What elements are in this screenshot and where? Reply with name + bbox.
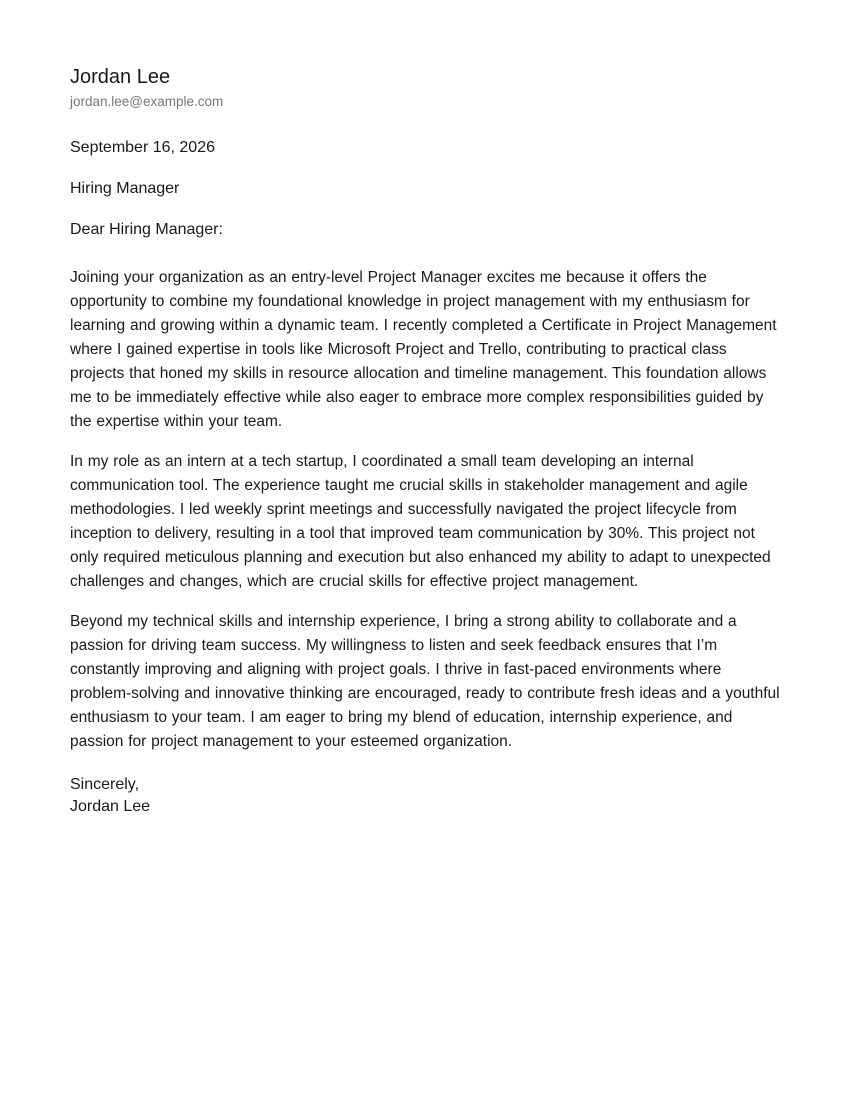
body-paragraph-3: Beyond my technical skills and internship experience, I bring a strong ability to collaborate and a passion for driving team success. My willingness to listen and seek feedback ensures that I’m constantly improving and aligning with project goals. I thrive in fast-paced environments where problem-solving and innovative thinking are encouraged, ready to contribute fresh ideas and a youthful enthusiasm to your team. I am eager to bring my blend of education, internship experience, and passion for project management to your esteemed organization. <box>70 613 780 750</box>
letter-date: September 16, 2026 <box>70 139 215 156</box>
sender-name: Jordan Lee <box>70 66 171 88</box>
sender-email: jordan.lee@example.com <box>70 94 224 109</box>
salutation: Dear Hiring Manager: <box>70 221 223 238</box>
signature: Jordan Lee <box>70 798 151 815</box>
cover-letter <box>70 64 782 818</box>
closing: Sincerely, <box>70 776 140 793</box>
letter-body <box>70 266 782 754</box>
body-paragraph-1: Joining your organization as an entry-level Project Manager excites me because it offers the opportunity to combine my foundational knowledge in project management with my enthusiasm for learning and growing within a dynamic team. I recently completed a Certificate in Project Management where I gained expertise in tools like Microsoft Project and Trello, contributing to practical class projects that honed my skills in resource allocation and timeline management. This foundation allows me to be immediately effective while also eager to embrace more complex responsibilities guided by the expertise within your team. <box>70 269 777 430</box>
recipient: Hiring Manager <box>70 180 180 197</box>
body-paragraph-2: In my role as an intern at a tech startup, I coordinated a small team developing an internal communication tool. The experience taught me crucial skills in stakeholder management and agile methodologies. I led weekly sprint meetings and successfully navigated the project lifecycle from inception to delivery, resulting in a tool that improved team communication by 30%. This project not only required meticulous planning and execution but also enhanced my ability to adapt to unexpected challenges and changes, which are crucial skills for effective project management. <box>70 453 771 590</box>
